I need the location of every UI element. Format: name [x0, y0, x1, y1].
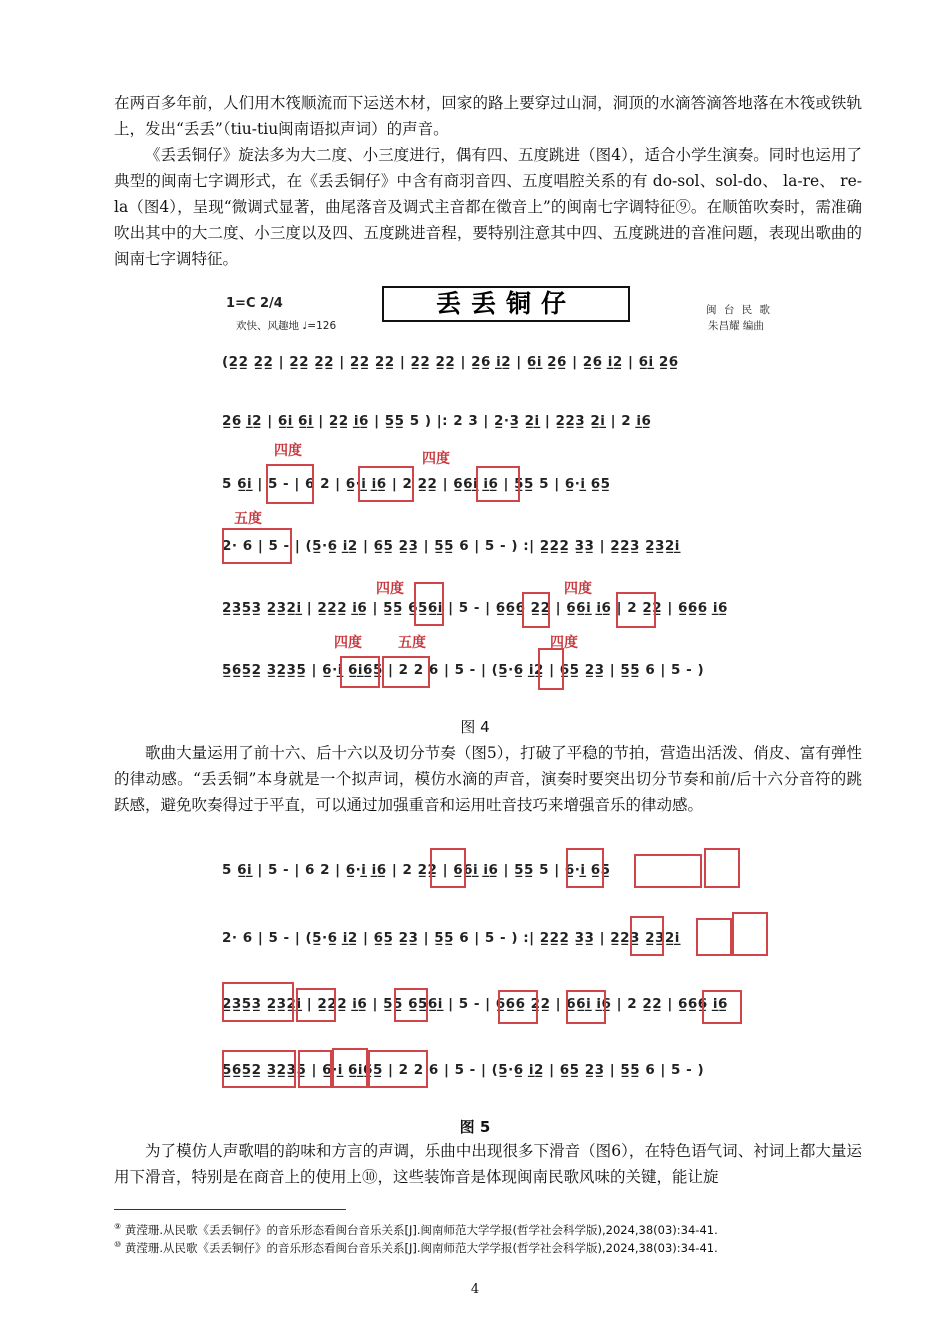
- score-line-6: 5̲6̲5̲2̲ 3̲2̲3̲5̲ | 6̲·i̲ 6̲i̲6̲5̲ | 2 2 6 | 5 - | (5̲·6̲ i̲2̲ | 6̲5̲ 2̲3̲ | 5̲5̲ 6 | 5 - ): [222, 662, 705, 678]
- footnote-10: [114, 1236, 874, 1257]
- interval-label: 四度: [564, 581, 592, 597]
- figure-4-score: [222, 286, 782, 686]
- highlight-box: [702, 990, 742, 1024]
- footnote-rule: [114, 1209, 346, 1210]
- highlight-box: [368, 1050, 428, 1088]
- highlight-box: [266, 464, 314, 504]
- body-paragraph-4: 为了模仿人声歌唱的韵味和方言的声调，乐曲中出现很多下滑音（图6），在特色语气词、衬词上都大量运用下滑音，特别是在商音上的使用上⑩，这些装饰音是体现闽南民歌风味的关键，能让旋: [114, 1142, 862, 1186]
- body-paragraph-1: 在两百多年前，人们用木筏顺流而下运送木材，回家的路上要穿过山洞，洞顶的水滴答滴答地落在木筏或铁轨上，发出“丢丢”（tiu-tiu闽南语拟声词）的声音。: [114, 94, 862, 138]
- highlight-box: [566, 848, 604, 888]
- highlight-box: [222, 1050, 296, 1088]
- highlight-box: [616, 592, 656, 628]
- figure-5-caption: 图 5: [459, 1118, 491, 1136]
- score-tempo: 欢快、风趣地 ♩=126: [236, 320, 337, 332]
- highlight-box: [394, 988, 428, 1022]
- highlight-box: [340, 656, 380, 688]
- score-title-box: [382, 286, 630, 322]
- footnote-9-mark: ⑨: [114, 1222, 122, 1231]
- body-paragraph-3: 歌曲大量运用了前十六、后十六以及切分节奏（图5），打破了平稳的节拍，营造出活泼、俏皮、富有弹性的律动感。“丢丢铜”本身就是一个拟声词，模仿水滴的声音，演奏时要突出切分节奏和前/后十六分音符的跳跃感，避免吹奏得过于平直，可以通过加强重音和运用吐音技巧来增强音乐的律动感。: [114, 744, 862, 814]
- score-line-2: 2̲6̲ i̲2̲ | 6̲i̲ 6̲i̲ | 2̲2̲ i̲6̲ | 5̲5̲ 5 ) |: 2 3 | 2̲·3̲ 2̲i̲ | 2̲2̲3̲ 2̲i̲ | 2 i̲6̲: [222, 413, 652, 429]
- score-line-2: 2· 6 | 5 - | (5̲·6̲ i̲2̲ | 6̲5̲ 2̲3̲ | 5̲5̲ 6 | 5 - ) :| 2̲2̲2̲ 3̲3̲ | 2̲2̲3̲ 2̲3̲2̲i̲: [222, 930, 680, 946]
- footnote-10-mark: ⑩: [114, 1240, 122, 1249]
- score-line-5: 2̲3̲5̲3̲ 2̲3̲2̲i̲ | 2̲2̲2̲ i̲6̲ | 5̲5̲ 6̲5̲6̲i̲ | 5 - | 6̲6̲6̲ 2̲2̲ | 6̲6̲i̲ i̲6̲ | 2 2̲2̲ | 6̲6̲6̲ i̲6̲: [222, 600, 728, 616]
- score-origin: 闽 台 民 歌: [706, 304, 773, 316]
- highlight-box: [358, 466, 414, 502]
- highlight-box: [382, 656, 430, 688]
- footnote-10-text: 黄滢珊.从民歌《丢丢铜仔》的音乐形态看闽台音乐关系[J].闽南师范大学学报(哲学社会科学版),2024,38(03):34-41.: [124, 1240, 718, 1255]
- score-line-3: 2̲3̲5̲3̲ 2̲3̲2̲i̲ | 2̲2̲2̲ i̲6̲ | 5̲5̲ 6̲5̲6̲i̲ | 5 - | 6̲6̲6̲ 2̲2̲ | 6̲6̲i̲ i̲6̲ | 2 2̲2̲ | 6̲6̲6̲ i̲6̲: [222, 996, 728, 1012]
- highlight-box: [414, 582, 444, 626]
- highlight-box: [222, 982, 294, 1022]
- interval-label: 四度: [550, 635, 578, 651]
- score-line-4: 2· 6 | 5 - | (5̲·6̲ i̲2̲ | 6̲5̲ 2̲3̲ | 5̲5̲ 6 | 5 - ) :| 2̲2̲2̲ 3̲3̲ | 2̲2̲3̲ 2̲3̲2̲i̲: [222, 538, 680, 554]
- highlight-box: [522, 592, 550, 628]
- highlight-box: [566, 990, 606, 1024]
- highlight-box: [498, 990, 538, 1024]
- figure-4-caption: 图 4: [460, 718, 490, 736]
- highlight-box: [430, 848, 466, 888]
- score-arranger: 朱昌耀 编曲: [708, 320, 764, 332]
- score-line-4: 5̲6̲5̲2̲ 3̲2̲3̲5̲ | 6̲·i̲ 6̲i̲6̲5̲ | 2 2 6 | 5 - | (5̲·6̲ i̲2̲ | 6̲5̲ 2̲3̲ | 5̲5̲ 6 | 5 - ): [222, 1062, 705, 1078]
- score-title: 丢丢铜仔: [435, 289, 576, 318]
- highlight-box: [476, 466, 520, 502]
- highlight-box: [704, 848, 740, 888]
- interval-label: 四度: [376, 581, 404, 597]
- footnote-9-text: 黄滢珊.从民歌《丢丢铜仔》的音乐形态看闽台音乐关系[J].闽南师范大学学报(哲学社会科学版),2024,38(03):34-41.: [124, 1222, 718, 1237]
- score-line-3: 5 6̲i̲ | 5 - | 6 2 | 6̲·i̲ i̲6̲ | 2 2̲2̲ | 6̲6̲i̲ i̲6̲ | 5̲5̲ 5 | 6̲·i̲ 6̲5̲: [222, 476, 611, 492]
- highlight-box: [298, 1050, 332, 1088]
- highlight-box: [222, 528, 292, 564]
- score-key: 1=C 2/4: [226, 296, 283, 311]
- score-line-1: 5 6̲i̲ | 5 - | 6 2 | 6̲·i̲ i̲6̲ | 2 2̲2̲ | 6̲6̲i̲ i̲6̲ | 5̲5̲ 5 | 6̲·i̲ 6̲5̲: [222, 862, 611, 878]
- score-line-1: (2̲2̲ 2̲2̲ | 2̲2̲ 2̲2̲ | 2̲2̲ 2̲2̲ | 2̲2̲ 2̲2̲ | 2̲6̲ i̲2̲ | 6̲i̲ 2̲6̲ | 2̲6̲ i̲2̲ | 6̲i̲ 2̲6̲: [222, 354, 679, 370]
- highlight-box: [634, 854, 702, 888]
- body-paragraph-2: 《丢丢铜仔》旋法多为大二度、小三度进行，偶有四、五度跳进（图4），适合小学生演奏。同时也运用了典型的闽南七字调形式，在《丢丢铜仔》中含有商羽音四、五度唱腔关系的有 do-sol、sol-do、 la-re、 re-la（图4），呈现“微调式显著，曲尾落音及调式主音都在徵音上”的闽南七字调特征⑨。在顺笛吹奏时，需准确吹出其中的大二度、小三度以及四、五度跳进音程，要特别注意其中四、五度跳进的音准问题，表现出歌曲的闽南七字调特征。: [114, 146, 862, 268]
- highlight-box: [332, 1048, 368, 1088]
- interval-label: 五度: [234, 511, 262, 527]
- highlight-box: [296, 988, 336, 1022]
- interval-label: 四度: [274, 443, 302, 459]
- highlight-box: [732, 912, 768, 956]
- interval-label: 四度: [334, 635, 362, 651]
- highlight-box: [696, 918, 732, 956]
- interval-label: 五度: [398, 635, 426, 651]
- interval-label: 四度: [422, 451, 450, 467]
- figure-5-score: [222, 848, 782, 1096]
- highlight-box: [538, 648, 564, 690]
- page-number: 4: [470, 1282, 480, 1297]
- highlight-box: [630, 916, 664, 956]
